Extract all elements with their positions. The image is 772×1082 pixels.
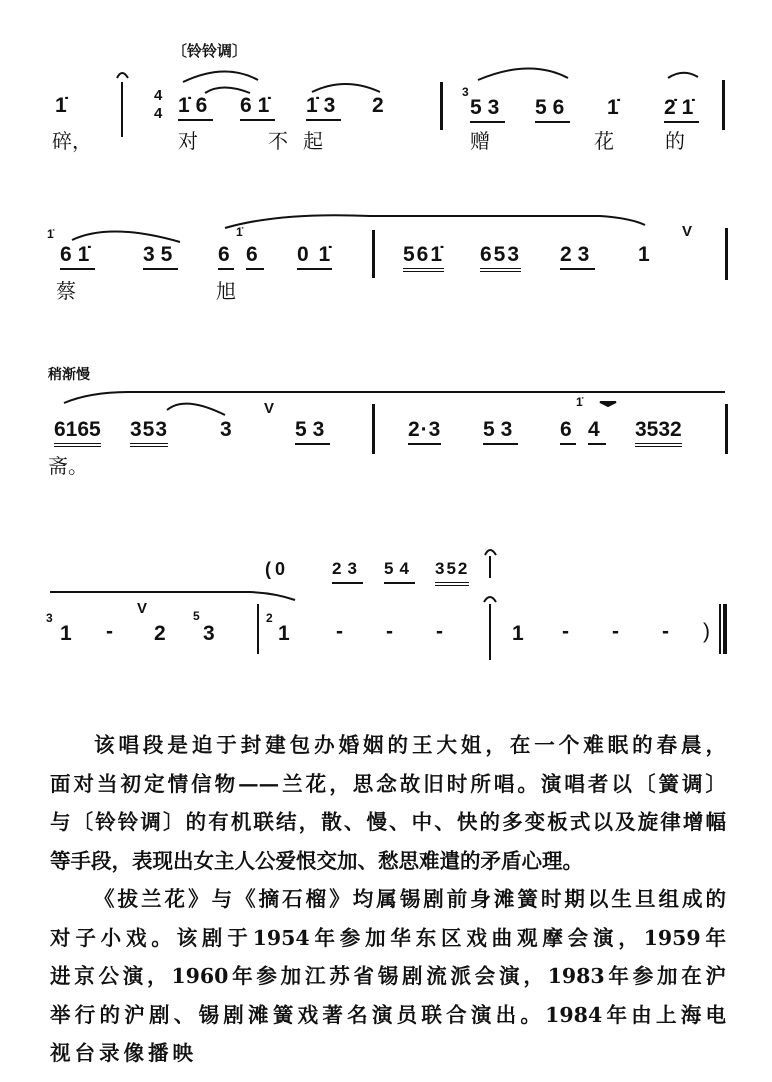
note-group: 61̇ bbox=[60, 243, 95, 270]
description-text bbox=[50, 726, 726, 1065]
note: 6 bbox=[246, 243, 264, 270]
note-group: 2̇1̇ bbox=[664, 96, 699, 123]
lyric: 花 bbox=[594, 129, 614, 153]
lyric: 起 bbox=[303, 129, 323, 153]
lyric: 碎， bbox=[52, 129, 92, 153]
text-line: 《拔兰花》与《摘石榴》均属锡剧前身滩簧时期以生旦组成的 bbox=[94, 887, 726, 911]
grace-note: 3 bbox=[462, 85, 469, 99]
note: 1 bbox=[638, 243, 656, 266]
final-barline-thin bbox=[719, 604, 721, 654]
lyric: 对 bbox=[178, 129, 198, 153]
note: 4 bbox=[588, 418, 606, 445]
section-label: 〔铃铃调〕 bbox=[172, 42, 248, 60]
tempo-marking: 稍渐慢 bbox=[48, 367, 90, 383]
slur bbox=[668, 73, 698, 78]
note-group: 6165 bbox=[54, 418, 101, 447]
text-line-cut: 视台录像播映 bbox=[50, 1041, 197, 1065]
note-group: 353 bbox=[130, 418, 168, 447]
dash: - bbox=[562, 620, 575, 643]
text-line: 与〔铃铃调〕的有机联结，散、慢、中、快的多变板式以及旋律增幅 bbox=[50, 810, 726, 834]
note-group: 23 bbox=[560, 243, 595, 270]
note: 1̇ bbox=[607, 96, 625, 119]
note-group: (0 bbox=[265, 559, 290, 579]
note-group: 1̇3 bbox=[306, 94, 341, 121]
dash: - bbox=[386, 620, 399, 643]
lyric: 的 bbox=[665, 129, 685, 153]
dash: - bbox=[106, 620, 119, 643]
note-group: 653 bbox=[480, 243, 521, 272]
time-sig-bottom: 4 bbox=[154, 105, 163, 122]
note: 3 bbox=[203, 622, 221, 645]
slur bbox=[312, 84, 380, 92]
close-paren: ) bbox=[703, 620, 716, 643]
breath-mark: V bbox=[682, 223, 693, 240]
grace-note: 1̇ bbox=[236, 225, 243, 239]
slur bbox=[72, 231, 180, 242]
note-group: 53 bbox=[295, 418, 330, 445]
dash: - bbox=[612, 620, 625, 643]
lyric: 旭 bbox=[216, 279, 236, 303]
text-line: 对子小戏。该剧于1954年参加华东区戏曲观摩会演，1959年 bbox=[50, 925, 726, 950]
note-group: 561̇ bbox=[403, 243, 444, 272]
barline bbox=[372, 230, 375, 278]
barline bbox=[372, 404, 375, 454]
dash: - bbox=[662, 620, 675, 643]
text-line: 进京公演，1960年参加江苏省锡剧流派会演，1983年参加在沪 bbox=[50, 964, 726, 988]
note: 3 bbox=[220, 418, 238, 441]
note-group: 352 bbox=[435, 557, 469, 586]
dash: - bbox=[436, 620, 449, 643]
barline bbox=[440, 82, 443, 130]
note-group: 6 bbox=[218, 243, 234, 270]
fermata-barline bbox=[489, 604, 491, 660]
barline bbox=[725, 404, 728, 454]
note-group: 35 bbox=[143, 243, 178, 270]
text-line: 等手段，表现出女主人公爱恨交加、愁思难遣的矛盾心理。 bbox=[50, 848, 583, 873]
grace-note: 1̇ bbox=[47, 227, 54, 241]
note-group: 0 1̇ bbox=[297, 243, 332, 270]
barline bbox=[722, 80, 725, 130]
note-group: 54 bbox=[384, 557, 415, 584]
text-line: 面对当初定情信物——兰花，思念故旧时所唱。演唱者以〔簧调〕 bbox=[50, 771, 726, 796]
note: 1 bbox=[278, 622, 296, 645]
slur bbox=[205, 88, 250, 94]
grace-note: 1̇ bbox=[576, 395, 583, 409]
note-group: 53 bbox=[470, 96, 505, 123]
fermata bbox=[117, 73, 128, 78]
slur bbox=[183, 71, 258, 82]
note-group: 6 bbox=[560, 418, 576, 445]
dash: - bbox=[336, 620, 349, 643]
grace-note: 3 bbox=[46, 611, 53, 625]
fermata-barline bbox=[489, 556, 491, 578]
ornament-mark bbox=[600, 402, 616, 406]
slur bbox=[478, 68, 568, 80]
slur bbox=[64, 392, 725, 403]
text-line: 举行的沪剧、锡剧滩簧戏著名演员联合演出。1984年由上海电 bbox=[50, 1002, 726, 1027]
note-group: 1̇6 bbox=[178, 94, 213, 121]
final-barline-thick bbox=[723, 604, 727, 654]
barline bbox=[257, 604, 259, 654]
slur bbox=[225, 215, 645, 228]
note-group: 53 bbox=[483, 418, 518, 445]
fermata bbox=[485, 550, 496, 555]
note: 2 bbox=[372, 94, 390, 117]
note-group: 3532 bbox=[635, 418, 682, 447]
note: 2 bbox=[154, 622, 172, 645]
note-group: 23 bbox=[332, 557, 363, 584]
slur bbox=[50, 592, 295, 600]
lyric: 蔡 bbox=[56, 279, 76, 303]
lyric: 赠 bbox=[470, 129, 490, 153]
text-line: 该唱段是迫于封建包办婚姻的王大姐，在一个难眠的春晨， bbox=[94, 733, 726, 757]
grace-note: 5 bbox=[193, 609, 200, 623]
lyric: 斋。 bbox=[48, 454, 88, 478]
note-group: 2·3 bbox=[408, 418, 441, 445]
barline bbox=[725, 228, 728, 280]
lyric: 不 bbox=[268, 129, 288, 153]
time-sig-top: 4 bbox=[154, 87, 163, 104]
breath-mark: V bbox=[137, 600, 148, 617]
note-group: 61̇ bbox=[240, 94, 275, 121]
note-group: 56 bbox=[535, 96, 570, 123]
slur bbox=[167, 404, 225, 415]
fermata-barline bbox=[121, 82, 123, 137]
grace-note: 2 bbox=[266, 611, 273, 625]
note: 1 bbox=[60, 622, 78, 645]
breath-mark: V bbox=[264, 400, 275, 417]
note: 1̇ bbox=[55, 94, 73, 117]
note: 1 bbox=[512, 622, 530, 645]
fermata bbox=[484, 597, 496, 602]
